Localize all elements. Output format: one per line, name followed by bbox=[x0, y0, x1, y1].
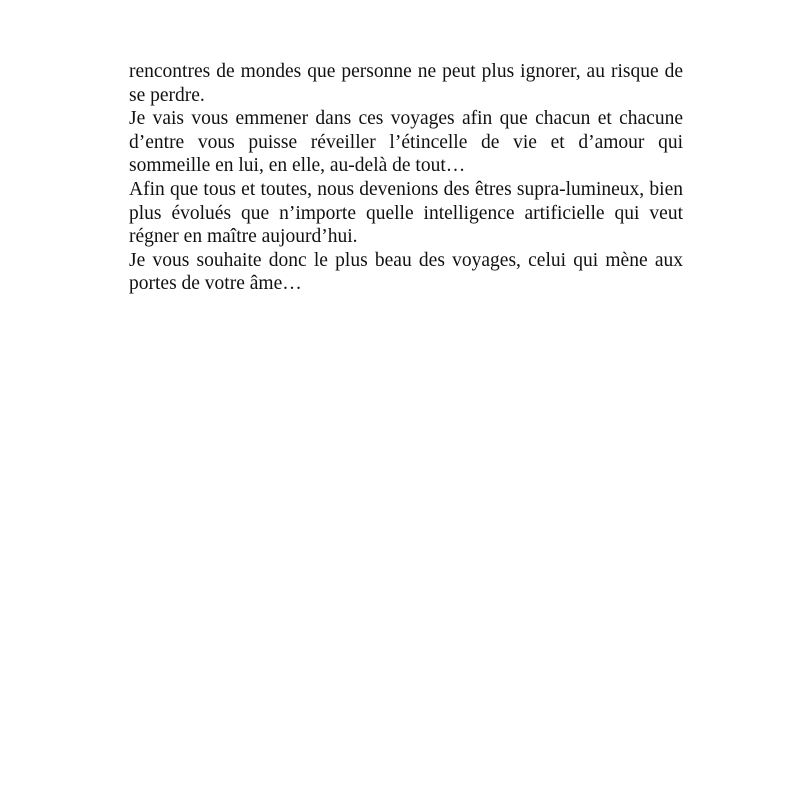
paragraph-3: Afin que tous et toutes, nous devenions des êtres supra-lumineux, bien plus évolués que n’importe quelle intelligence artificielle qui veut régner en maître aujourd’hui. bbox=[129, 178, 683, 248]
paragraph-1: rencontres de mondes que personne ne peut plus ignorer, au risque de se perdre. bbox=[129, 61, 683, 106]
paragraph-2: Je vais vous emmener dans ces voyages afin que chacun et chacune d’entre vous puisse réveiller l’étincelle de vie et d’amour qui sommeille en lui, en elle, au-delà de tout… bbox=[129, 108, 683, 177]
paragraph-4: Je vous souhaite donc le plus beau des voyages, celui qui mène aux portes de votre âme… bbox=[129, 249, 683, 295]
body-text bbox=[129, 60, 683, 296]
